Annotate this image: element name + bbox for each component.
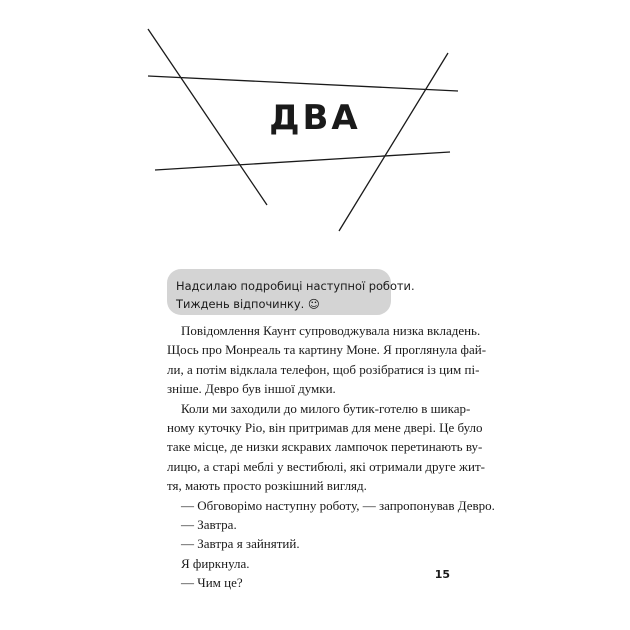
message-line: Тиждень відпочинку. ☺	[176, 297, 320, 311]
paragraph-line: ному куточку Ріо, він притримав для мене двері. Це було	[167, 420, 483, 436]
paragraph-line: таке місце, де низки яскравих лампочок перетинають ву-	[167, 439, 483, 455]
body-text	[167, 321, 495, 593]
dialogue-line: — Обговорімо наступну роботу, — запропонував Девро.	[181, 497, 495, 513]
dialogue-line: — Завтра я зайнятий.	[181, 536, 300, 552]
paragraph-line: зніше. Девро був іншої думки.	[167, 381, 336, 397]
message-bubble	[167, 269, 415, 315]
message-line: Надсилаю подробиці наступної роботи.	[176, 279, 415, 293]
dialogue-line: — Завтра.	[181, 517, 237, 533]
paragraph-line: тя, мають просто розкішний вигляд.	[167, 478, 367, 494]
paragraph-line: Коли ми заходили до милого бутик-готелю в шикар-	[181, 400, 471, 416]
decor-line-2	[148, 76, 458, 91]
decor-line-4	[339, 53, 448, 231]
chapter-title: ДВА	[269, 98, 361, 138]
page-number: 15	[434, 568, 450, 581]
paragraph-line: Щось про Монреаль та картину Моне. Я проглянула фай-	[167, 342, 487, 358]
paragraph-line: лицю, а старі меблі у вестибюлі, які отримали друге жит-	[167, 458, 485, 474]
paragraph-line: Я фиркнула.	[181, 555, 250, 571]
dialogue-line: — Чим це?	[181, 575, 243, 591]
paragraph-line: Повідомлення Каунт супроводжувала низка вкладень.	[181, 323, 481, 338]
decor-line-3	[155, 152, 450, 170]
paragraph-line: ли, а потім відклала телефон, щоб розібратися із цим пі-	[167, 361, 480, 377]
